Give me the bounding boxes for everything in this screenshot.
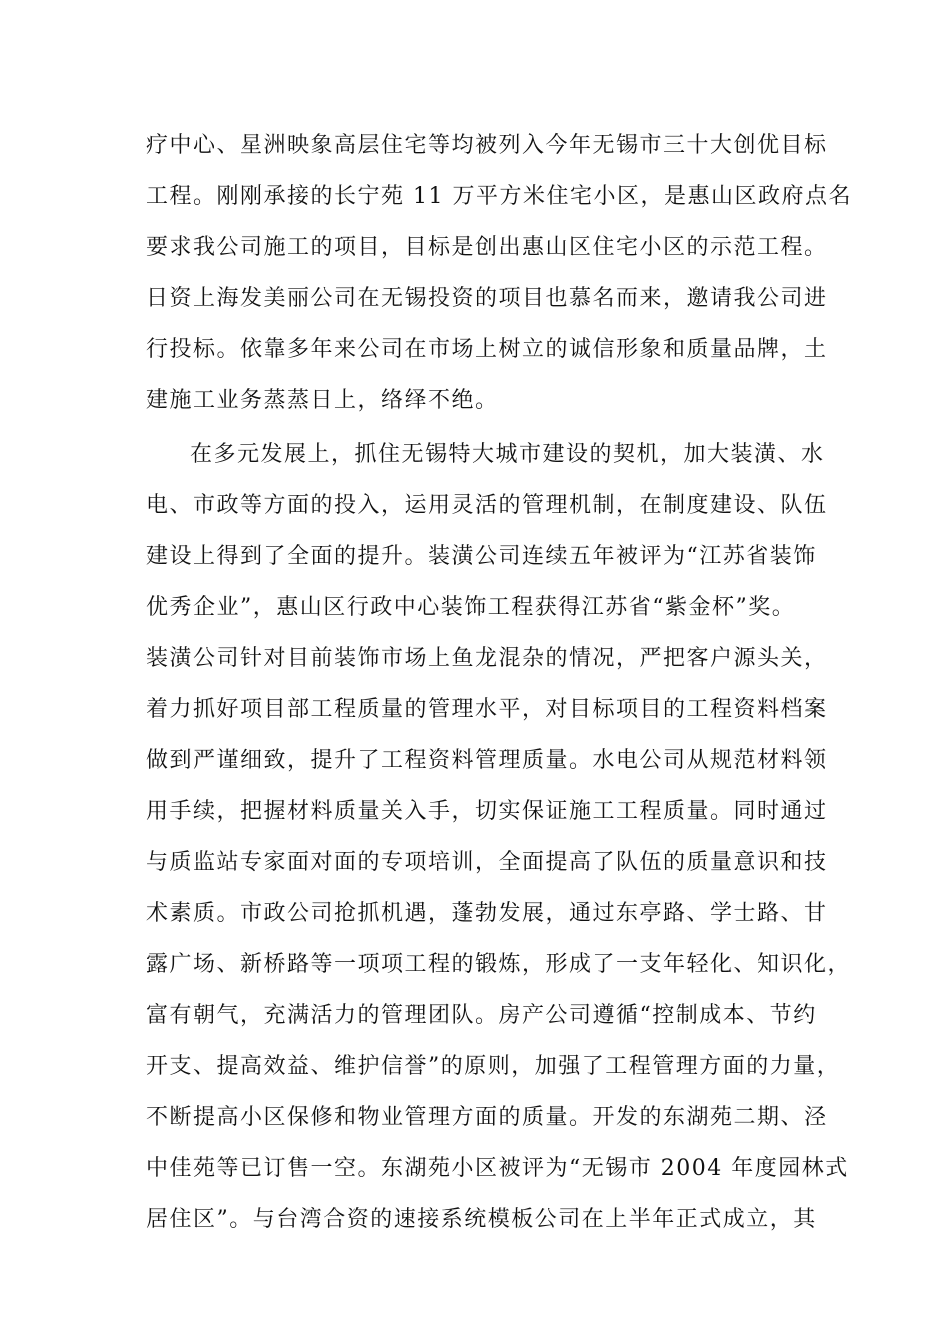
text-line: 中佳苑等已订售一空。东湖苑小区被评为“无锡市 2004 年度园林式: [146, 1156, 849, 1181]
text-line: 不断提高小区保修和物业管理方面的质量。开发的东湖苑二期、泾: [146, 1105, 828, 1130]
text-line: 装潢公司针对目前装饰市场上鱼龙混杂的情况，严把客户源头关，: [146, 646, 828, 671]
text-line: 居住区”。与台湾合资的速接系统模板公司在上半年正式成立，其: [146, 1207, 817, 1232]
text-line: 与质监站专家面对面的专项培训，全面提高了队伍的质量意识和技: [146, 850, 828, 875]
text-line: 开支、提高效益、维护信誉”的原则，加强了工程管理方面的力量，: [146, 1054, 841, 1079]
text-line: 做到严谨细致，提升了工程资料管理质量。水电公司从规范材料领: [146, 748, 828, 773]
document-body: [146, 124, 852, 1249]
text-line: 着力抓好项目部工程质量的管理水平，对目标项目的工程资料档案: [146, 697, 828, 722]
text-line: 建设上得到了全面的提升。装潢公司连续五年被评为“江苏省装饰: [146, 544, 817, 569]
text-line: 优秀企业”，惠山区行政中心装饰工程获得江苏省“紫金杯”奖。: [146, 595, 796, 620]
text-line: 工程。刚刚承接的长宁苑 11 万平方米住宅小区，是惠山区政府点名: [146, 184, 852, 209]
text-line: 疗中心、星洲映象高层住宅等均被列入今年无锡市三十大创优目标: [146, 133, 828, 158]
paragraph-first-line: 在多元发展上，抓住无锡特大城市建设的契机，加大装潢、水: [190, 442, 825, 467]
text-line: 要求我公司施工的项目，目标是创出惠山区住宅小区的示范工程。: [146, 235, 828, 260]
text-line: 露广场、新桥路等一项项工程的锻炼，形成了一支年轻化、知识化，: [146, 952, 852, 977]
text-line: 日资上海发美丽公司在无锡投资的项目也慕名而来，邀请我公司进: [146, 286, 828, 311]
text-line: 术素质。市政公司抢抓机遇，蓬勃发展，通过东亭路、学士路、甘: [146, 901, 828, 926]
text-line: 建施工业务蒸蒸日上，络绎不绝。: [146, 388, 499, 413]
text-line: 富有朝气，充满活力的管理团队。房产公司遵循“控制成本、节约: [146, 1003, 817, 1028]
text-line: 行投标。依靠多年来公司在市场上树立的诚信形象和质量品牌，土: [146, 337, 828, 362]
text-line: 电、市政等方面的投入，运用灵活的管理机制，在制度建设、队伍: [146, 493, 828, 518]
text-line: 用手续，把握材料质量关入手，切实保证施工工程质量。同时通过: [146, 799, 828, 824]
